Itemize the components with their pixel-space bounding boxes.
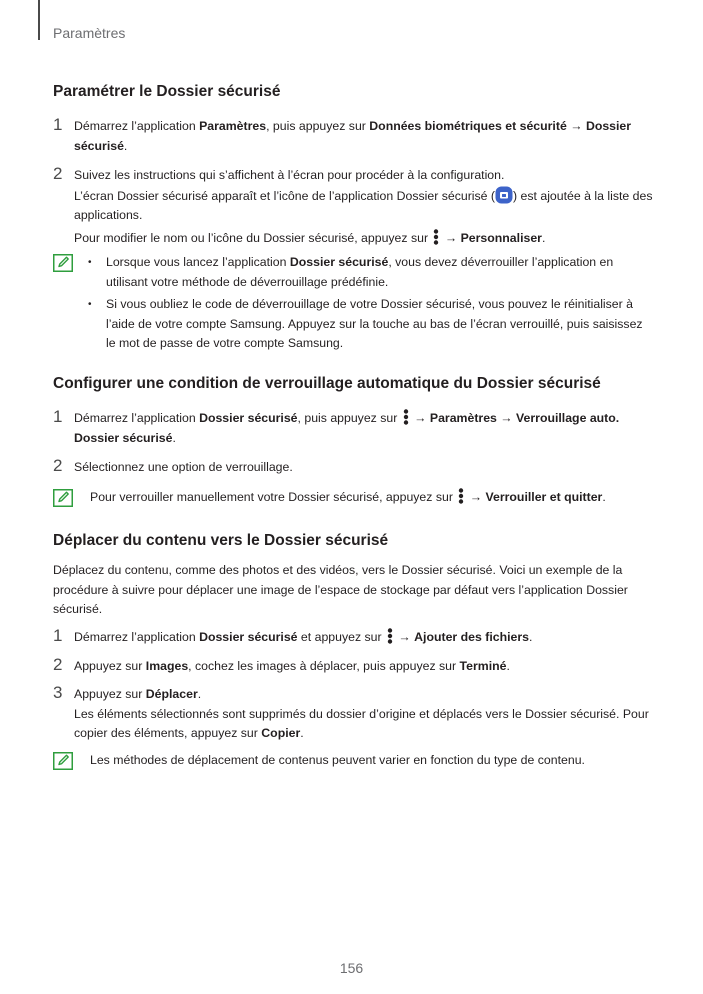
step-1-auto-lock: 1 Démarrez l’application Dossier sécurisé, puis appuyez sur → Paramètres → Verrouillage auto. Dossier sécurisé. (53, 407, 620, 445)
step-number: 1 (53, 407, 63, 426)
section-header: Paramètres (53, 25, 126, 41)
more-options-icon (433, 229, 439, 245)
note-setup (53, 253, 653, 357)
section-title-move-content: Déplacer du contenu vers le Dossier sécurisé (53, 532, 389, 549)
more-options-icon (458, 488, 464, 504)
step-2-auto-lock: 2 Sélectionnez une option de verrouillage. (53, 456, 293, 475)
page-number: 156 (339, 960, 364, 976)
step-1-move: 1 Démarrez l’application Dossier sécurisé et appuyez sur → Ajouter des fichiers. (53, 626, 533, 645)
intro-paragraph: Déplacez du contenu, comme des photos et des vidéos, vers le Dossier sécurisé. Voici un exemple de la procédure à suivre pour déplacer une image de l’espace de stockage par défaut vers l’application Dossier sécurisé. (53, 563, 628, 616)
header-rule (38, 0, 40, 40)
section-title-setup: Paramétrer le Dossier sécurisé (53, 83, 281, 100)
step-number: 2 (53, 164, 63, 183)
step-1-setup: 1 Démarrez l’application Paramètres, puis appuyez sur Données biométriques et sécurité → Dossier sécurisé. (53, 115, 632, 153)
secure-folder-app-icon (495, 186, 513, 204)
step-3-move: 3 Appuyez sur Déplacer. Les éléments sélectionnés sont supprimés du dossier d’origine et déplacés vers le Dossier sécurisé. Pour copier des éléments, appuyez sur Copier. (53, 683, 649, 740)
note-bullet: • Lorsque vous lancez l’application Dossier sécurisé, vous devez déverrouiller l’application en utilisant votre méthode de déverrouillage prédéfinie. (88, 253, 653, 292)
step-number: 1 (53, 115, 63, 134)
step-2-setup: 2 Suivez les instructions qui s’affichent à l’écran pour procéder à la configuration. L’écran Dossier sécurisé apparaît et l’icône de l’application Dossier sécurisé ( ) est ajoutée à la liste des applications. Pour modifier le nom ou l’icône du Dossier sécurisé, appuyez sur → Personnaliser. (53, 164, 653, 245)
step-number: 1 (53, 626, 63, 645)
section-title-auto-lock: Configurer une condition de verrouillage automatique du Dossier sécurisé (53, 375, 601, 392)
note-icon (53, 489, 73, 507)
note-icon (53, 254, 73, 272)
step-number: 2 (53, 456, 63, 475)
note-auto-lock: Pour verrouiller manuellement votre Dossier sécurisé, appuyez sur → Verrouiller et quitter. (53, 488, 653, 508)
step-2-move: 2 Appuyez sur Images, cochez les images à déplacer, puis appuyez sur Terminé. (53, 655, 510, 674)
step-number: 2 (53, 655, 63, 674)
step-number: 3 (53, 683, 63, 702)
more-options-icon (387, 628, 393, 644)
note-move: Les méthodes de déplacement de contenus peuvent varier en fonction du type de contenu. (53, 751, 653, 771)
more-options-icon (403, 409, 409, 425)
note-icon (53, 752, 73, 770)
note-bullet: • Si vous oubliez le code de déverrouillage de votre Dossier sécurisé, vous pouvez le réinitialiser à l’aide de votre compte Samsung. Appuyez sur la touche au bas de l’écran verrouillé, puis saisissez le mot de passe de votre compte Samsung. (88, 295, 653, 354)
